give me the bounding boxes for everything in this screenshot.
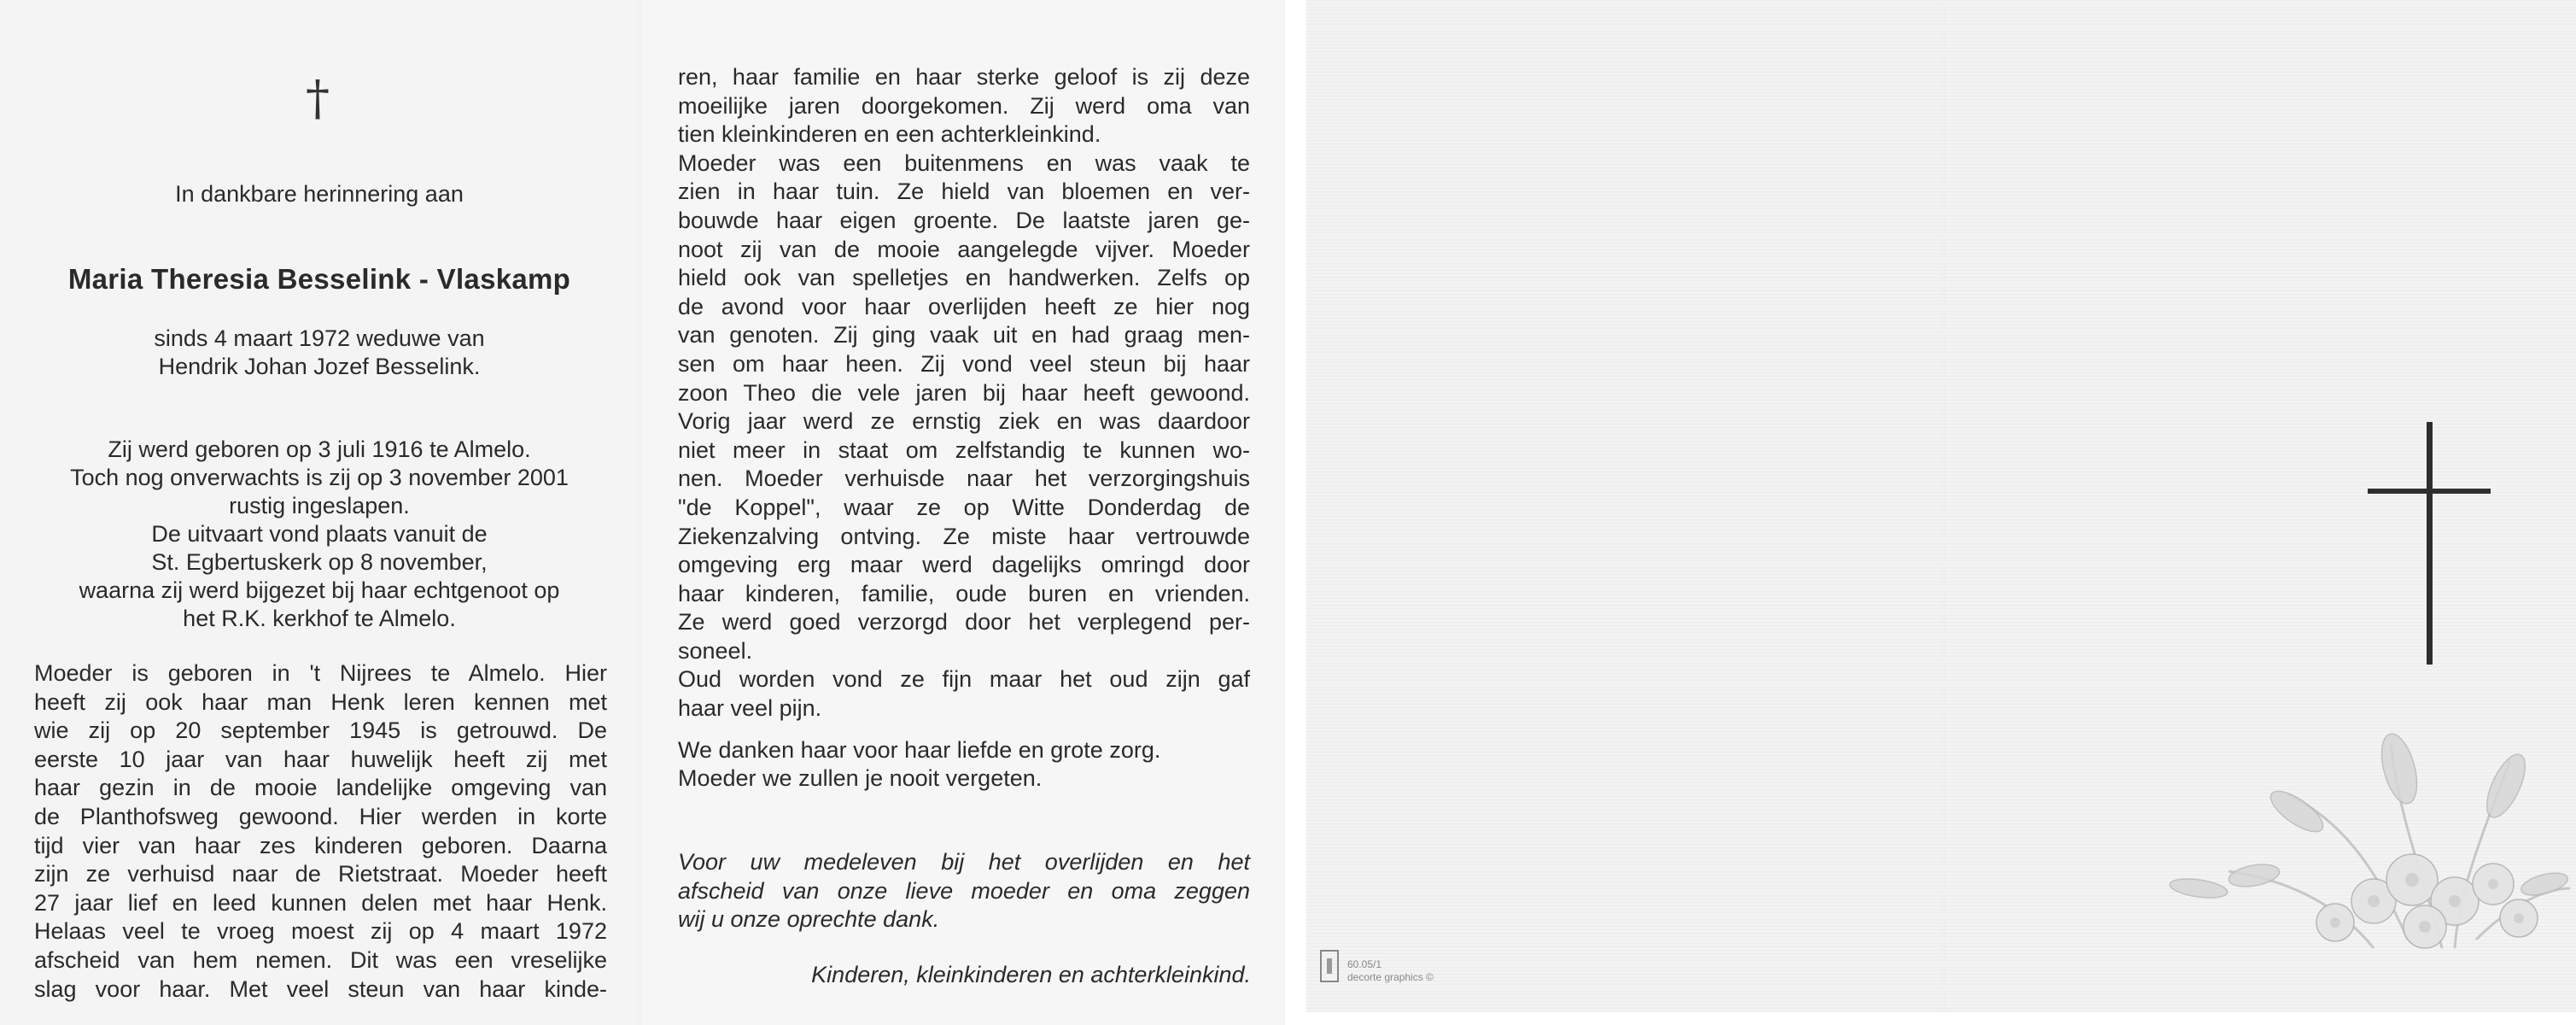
text-line: haar gezin in de mooie landelijke omgeving van [34, 775, 607, 801]
text-line: Ze werd goed verzorgd door het verplegend per- [678, 609, 1250, 636]
text-line: nen. Moeder verhuisde naar het verzorgingshuis [678, 466, 1250, 492]
text-line: haar kinderen, familie, oude buren en vrienden. [678, 580, 1250, 606]
logo-code: 60.05/1 [1347, 958, 1382, 970]
large-cross-icon [2365, 419, 2493, 675]
inner-right-panel [640, 0, 1285, 1025]
text-line: sen om haar heen. Zij vond veel steun bij haar [678, 350, 1250, 377]
text-line: Voor uw medeleven bij het overlijden en het [678, 849, 1250, 875]
life-line: De uitvaart vond plaats vanuit de [151, 521, 488, 547]
text-line: zoon Theo die vele jaren bij haar heeft gewoond. [678, 379, 1250, 406]
text-line: Oud worden vond ze fijn maar het oud zijn gaf [678, 666, 1250, 693]
signature: Kinderen, kleinkinderen en achterkleinkind. [811, 962, 1251, 987]
text-line: wij u onze oprechte dank. [678, 906, 940, 933]
deceased-name: Maria Theresia Besselink - Vlaskamp [67, 263, 571, 295]
scan-gap [1285, 0, 1306, 1025]
text-line: moeilijke jaren doorgekomen. Zij werd oma van [678, 92, 1250, 119]
outer-spread [1306, 0, 2576, 1012]
text-line: Moeder is geboren in 't Nijrees te Almelo. Hier [34, 660, 607, 686]
text-line: noot zij van de mooie aangelegde vijver. Moeder [678, 236, 1250, 262]
thanks-line: We danken haar voor haar liefde en grote zorg. [678, 737, 1161, 763]
life-line: het R.K. kerkhof te Almelo. [183, 606, 456, 631]
biography-part-2 [678, 63, 1250, 723]
text-line: hield ook van spelletjes en handwerken. Zelfs op [678, 265, 1250, 291]
text-line: slag voor haar. Met veel steun van haar kinde- [34, 975, 607, 1002]
gratitude-paragraph [678, 848, 1250, 934]
logo-brand: decorte graphics © [1347, 971, 1434, 983]
text-line: de Planthofsweg gewoond. Hier werden in korte [34, 803, 607, 829]
text-line: haar veel pijn. [678, 695, 822, 722]
printer-logo-icon [1320, 950, 1339, 982]
thanks-line: Moeder we zullen je nooit vergeten. [678, 765, 1043, 791]
text-line: wie zij op 20 september 1945 is getrouwd. De [34, 718, 607, 744]
text-line: tijd vier van haar zes kinderen geboren. Daarna [34, 832, 607, 858]
text-line: Vorig jaar werd ze ernstig ziek en was daardoor [678, 408, 1250, 435]
text-line: zijn ze verhuisd naar de Rietstraat. Moeder heeft [34, 861, 607, 887]
intro-text: In dankbare herinnering aan [175, 181, 464, 207]
text-line: eerste 10 jaar van haar huwelijk heeft zij met [34, 746, 607, 772]
text-line: soneel. [678, 637, 753, 664]
text-line: tien kleinkinderen en een achterkleinkind. [678, 121, 1101, 148]
text-line: Helaas veel te vroeg moest zij op 4 maart 1972 [34, 918, 607, 945]
text-line: zien in haar tuin. Ze hield van bloemen en ver- [678, 179, 1250, 205]
inner-spread [0, 0, 1285, 1025]
text-line: niet meer in staat om zelfstandig te kunnen wo- [678, 436, 1250, 463]
life-line: waarna zij werd bijgezet bij haar echtgenoot op [79, 577, 560, 603]
text-line: Moeder was een buitenmens en was vaak te [678, 149, 1250, 176]
text-line: ren, haar familie en haar sterke geloof is zij deze [678, 64, 1250, 90]
fold-line [1942, 0, 1945, 1012]
biography-part-1 [34, 659, 607, 1004]
widow-line: sinds 4 maart 1972 weduwe van [154, 325, 485, 351]
text-line: afscheid van hem nemen. Dit was een vreselijke [34, 946, 607, 973]
text-line: afscheid van onze lieve moeder en oma zeggen [678, 877, 1250, 904]
life-line: Toch nog onverwachts is zij op 3 november 2001 [70, 465, 569, 490]
floral-decoration-image [2117, 692, 2576, 961]
text-line: Ziekenzalving ontving. Ze miste haar vertrouwde [678, 523, 1250, 549]
life-line: rustig ingeslapen. [229, 493, 410, 518]
text-line: bouwde haar eigen groente. De laatste jaren ge- [678, 207, 1250, 233]
cross-icon: † [306, 71, 330, 126]
widow-line: Hendrik Johan Jozef Besselink. [158, 354, 481, 379]
text-line: "de Koppel", waar ze op Witte Donderdag de [678, 494, 1250, 520]
life-line: Zij werd geboren op 3 juli 1916 te Almelo. [108, 436, 531, 462]
text-line: 27 jaar lief en leed kunnen delen met haar Henk. [34, 889, 607, 916]
text-line: heeft zij ook haar man Henk leren kennen met [34, 688, 607, 715]
life-line: St. Egbertuskerk op 8 november, [151, 549, 488, 575]
inner-left-panel [0, 0, 639, 1025]
text-line: omgeving erg maar werd dagelijks omringd door [678, 552, 1250, 578]
text-line: van genoten. Zij ging vaak uit en had graag men- [678, 322, 1250, 348]
text-line: de avond voor haar overlijden heeft ze hier nog [678, 293, 1250, 319]
